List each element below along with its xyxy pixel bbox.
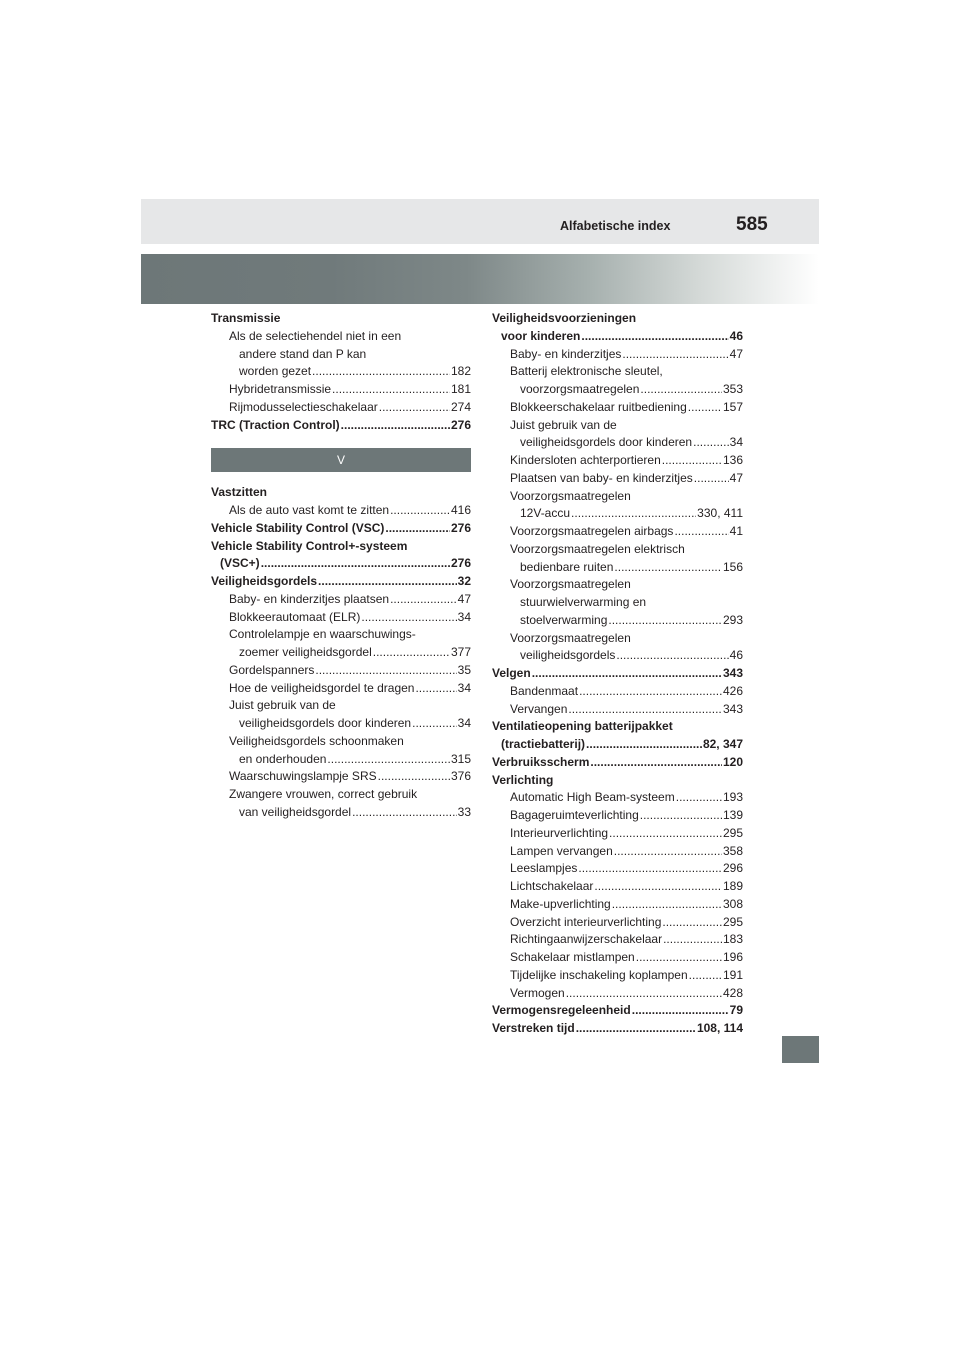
index-entry <box>492 399 743 417</box>
index-entry <box>492 346 743 364</box>
page-number: 585 <box>736 214 768 235</box>
index-entry-page: 196 <box>722 950 743 964</box>
index-entry-text: Verstreken tijd <box>492 1021 575 1035</box>
dot-leader <box>640 807 722 825</box>
index-entry <box>211 609 471 627</box>
index-entry: Vehicle Stability Control+-systeem <box>211 538 408 553</box>
index-entry-page: 79 <box>729 1003 743 1018</box>
index-entry-text: Vehicle Stability Control (VSC) <box>211 520 385 535</box>
dot-leader <box>566 985 722 1003</box>
index-entry: stuurwielverwarming en <box>520 595 647 609</box>
index-entry-text: Lampen vervangen <box>510 843 613 858</box>
index-entry: Ventilatieopening batterijpakket <box>492 719 673 734</box>
index-entry <box>492 1020 743 1038</box>
dot-leader <box>532 665 722 683</box>
dot-leader <box>579 683 722 701</box>
dot-leader <box>576 1020 696 1038</box>
dot-leader <box>614 843 722 861</box>
index-entry-text: Als de auto vast komt te zitten <box>229 503 390 517</box>
index-entry-text: Velgen <box>492 666 531 680</box>
index-entry <box>492 328 743 346</box>
index-entry-page: 189 <box>722 879 743 893</box>
index-entry-text: (tractiebatterij) <box>501 737 586 751</box>
index-entry-page: 34 <box>729 435 743 450</box>
dot-leader <box>327 751 450 769</box>
index-entry <box>211 751 471 769</box>
dot-leader <box>662 914 722 932</box>
index-entry-text: bedienbare ruiten <box>520 559 614 574</box>
index-entry-text: Rijmodusselectieschakelaar <box>229 399 378 414</box>
index-entry <box>492 647 743 665</box>
index-entry <box>492 434 743 452</box>
index-entry: Juist gebruik van de <box>229 698 336 713</box>
decorative-gradient-band <box>141 254 819 304</box>
index-entry <box>492 665 743 683</box>
index-entry-page: 34 <box>457 680 471 695</box>
index-entry-text: Baby- en kinderzitjes plaatsen <box>229 591 390 606</box>
index-entry-page: 343 <box>722 701 743 716</box>
index-entry <box>492 896 743 914</box>
dot-leader <box>586 736 702 754</box>
index-entry-page: 428 <box>722 985 743 1000</box>
dot-leader <box>614 559 722 577</box>
index-entry-text: Automatic High Beam-systeem <box>510 790 675 805</box>
index-entry <box>492 914 743 932</box>
index-entry-text: Hybridetransmissie <box>229 382 332 396</box>
index-entry-page: 276 <box>450 556 471 571</box>
dot-leader <box>636 949 722 967</box>
index-entry-text: (VSC+) <box>220 556 260 571</box>
index-entry-page: 32 <box>457 574 471 588</box>
index-entry <box>492 559 743 577</box>
index-entry-text: Voorzorgsmaatregelen airbags <box>510 524 674 538</box>
dot-leader <box>341 417 450 435</box>
index-entry-text: stoelverwarming <box>520 612 608 627</box>
index-entry-page: 274 <box>450 399 471 414</box>
dot-leader <box>378 768 450 786</box>
index-entry <box>492 860 743 878</box>
dot-leader <box>581 328 728 346</box>
index-entry-text: Bagageruimteverlichting <box>510 808 639 822</box>
index-entry-page: 46 <box>729 328 743 343</box>
index-entry-text: Verbruiksscherm <box>492 754 590 769</box>
index-entry-page: 343 <box>722 666 743 680</box>
dot-leader <box>676 789 722 807</box>
index-entry <box>492 843 743 861</box>
index-entry-page: 47 <box>457 591 471 606</box>
index-block-t <box>211 310 471 434</box>
index-entry <box>211 502 471 520</box>
index-entry-page: 353 <box>722 382 743 396</box>
index-entry-page: 426 <box>722 683 743 698</box>
index-entry-text: Blokkeerschakelaar ruitbediening <box>510 399 687 414</box>
index-entry <box>211 417 471 435</box>
index-entry <box>211 644 471 662</box>
index-entry: Vastzitten <box>211 485 268 500</box>
dot-leader <box>373 644 450 662</box>
index-entry: Als de selectiehendel niet in een <box>229 328 402 343</box>
dot-leader <box>568 701 722 719</box>
dot-leader <box>616 647 728 665</box>
dot-leader <box>312 363 450 381</box>
index-entry-page: 276 <box>450 417 471 432</box>
index-entry-page: 33 <box>457 804 471 819</box>
dot-leader <box>612 896 722 914</box>
index-entry-text: voorzorgsmaatregelen <box>520 382 640 396</box>
index-entry-page: 330, 411 <box>697 506 743 521</box>
index-entry-page: 108, 114 <box>696 1021 743 1035</box>
index-entry: Veiligheidsvoorzieningen <box>492 311 637 325</box>
index-entry: Voorzorgsmaatregelen elektrisch <box>510 541 685 556</box>
index-entry-text: van veiligheidsgordel <box>239 804 352 819</box>
index-block-right <box>492 310 743 1038</box>
index-entry <box>492 949 743 967</box>
dot-leader <box>571 505 696 523</box>
dot-leader <box>361 609 456 627</box>
index-entry-page: 35 <box>457 662 471 677</box>
index-block-v <box>211 484 471 821</box>
dot-leader <box>640 381 722 399</box>
index-entry: Voorzorgsmaatregelen <box>510 630 631 645</box>
index-entry-page: 358 <box>722 843 743 858</box>
dot-leader <box>315 662 456 680</box>
index-entry-page: 181 <box>450 382 471 396</box>
index-entry-page: 136 <box>722 453 743 467</box>
index-entry-text: Hoe de veiligheidsgordel te dragen <box>229 680 415 695</box>
index-column-left <box>211 310 471 822</box>
index-entry <box>492 683 743 701</box>
index-entry <box>492 985 743 1003</box>
index-entry: andere stand dan P kan <box>239 346 367 361</box>
index-entry <box>211 399 471 417</box>
index-entry-page: 183 <box>722 932 743 947</box>
index-column-right <box>492 310 743 1038</box>
index-entry <box>492 1002 743 1020</box>
index-entry-text: Bandenmaat <box>510 683 579 698</box>
index-entry-text: en onderhouden <box>239 751 327 766</box>
index-entry-text: Kindersloten achterportieren <box>510 453 661 467</box>
thumb-index-tab <box>782 1036 819 1063</box>
index-entry-page: 156 <box>722 559 743 574</box>
index-entry <box>211 573 471 591</box>
dot-leader <box>662 452 722 470</box>
dot-leader <box>689 967 722 985</box>
index-entry <box>211 662 471 680</box>
index-entry <box>492 701 743 719</box>
dot-leader <box>390 502 450 520</box>
index-entry <box>211 715 471 733</box>
index-entry-page: 293 <box>722 612 743 627</box>
index-entry-text: Gordelspanners <box>229 662 315 677</box>
dot-leader <box>688 399 722 417</box>
index-entry-page: 41 <box>729 524 743 538</box>
index-entry-text: Lichtschakelaar <box>510 879 594 893</box>
index-entry: Voorzorgsmaatregelen <box>510 488 631 503</box>
index-entry-page: 416 <box>450 503 471 517</box>
index-entry-text: Tijdelijke inschakeling koplampen <box>510 967 688 982</box>
index-entry-text: veiligheidsgordels <box>520 648 616 663</box>
dot-leader <box>379 399 450 417</box>
dot-leader <box>412 715 457 733</box>
dot-leader <box>390 591 457 609</box>
index-entry <box>492 612 743 630</box>
index-entry: Voorzorgsmaatregelen <box>510 577 631 592</box>
index-entry-text: Blokkeerautomaat (ELR) <box>229 609 361 624</box>
index-entry-page: 34 <box>457 609 471 624</box>
index-entry <box>492 523 743 541</box>
index-entry <box>492 789 743 807</box>
index-entry-text: worden gezet <box>239 364 312 379</box>
index-entry-page: 191 <box>722 967 743 982</box>
index-entry-text: Waarschuwingslampje SRS <box>229 769 377 784</box>
index-entry: Veiligheidsgordels schoonmaken <box>229 733 404 748</box>
index-entry-text: Vermogensregeleenheid <box>492 1003 631 1018</box>
index-entry-text: Make-upverlichting <box>510 896 611 911</box>
index-entry <box>211 768 471 786</box>
index-entry <box>211 555 471 573</box>
index-entry-page: 34 <box>457 716 471 730</box>
index-entry-text: Plaatsen van baby- en kinderzitjes <box>510 470 693 485</box>
index-entry-page: 157 <box>722 399 743 414</box>
index-entry-text: veiligheidsgordels door kinderen <box>520 435 693 450</box>
index-entry-page: 46 <box>729 648 743 663</box>
index-entry-page: 139 <box>722 808 743 822</box>
index-entry: Batterij elektronische sleutel, <box>510 364 663 379</box>
dot-leader <box>578 860 722 878</box>
index-entry-text: veiligheidsgordels door kinderen <box>239 716 412 730</box>
dot-leader <box>674 523 728 541</box>
index-entry <box>211 680 471 698</box>
index-entry-text: voor kinderen <box>501 328 581 343</box>
index-entry-page: 295 <box>722 825 743 840</box>
index-entry: Transmissie <box>211 311 281 325</box>
dot-leader <box>332 381 450 399</box>
dot-leader <box>385 520 450 538</box>
index-entry-page: 120 <box>722 754 743 769</box>
index-entry <box>492 452 743 470</box>
index-entry <box>492 967 743 985</box>
index-entry-text: Richtingaanwijzerschakelaar <box>510 932 663 947</box>
index-entry <box>492 754 743 772</box>
index-entry-text: Vervangen <box>510 701 568 716</box>
dot-leader <box>415 680 456 698</box>
index-entry <box>211 804 471 822</box>
index-entry <box>492 470 743 488</box>
dot-leader <box>694 470 729 488</box>
index-entry: Juist gebruik van de <box>510 417 617 432</box>
dot-leader <box>622 346 728 364</box>
dot-leader <box>318 573 457 591</box>
index-entry <box>492 381 743 399</box>
index-entry-page: 295 <box>722 914 743 929</box>
index-entry-page: 193 <box>722 790 743 805</box>
index-entry <box>492 878 743 896</box>
index-entry-page: 182 <box>450 364 471 379</box>
index-entry-text: Schakelaar mistlampen <box>510 950 635 964</box>
index-entry-page: 315 <box>450 751 471 766</box>
dot-leader <box>594 878 722 896</box>
index-entry: Zwangere vrouwen, correct gebruik <box>229 787 418 801</box>
index-entry <box>211 381 471 399</box>
index-entry-text: Veiligheidsgordels <box>211 574 318 588</box>
index-entry: Controlelampje en waarschuwings- <box>229 627 416 642</box>
index-entry-page: 82, 347 <box>702 737 743 751</box>
index-entry <box>211 591 471 609</box>
letter-divider-v: V <box>211 448 471 472</box>
index-entry-text: Interieurverlichting <box>510 825 609 840</box>
index-entry <box>492 807 743 825</box>
index-entry-text: TRC (Traction Control) <box>211 417 340 432</box>
index-entry-page: 47 <box>729 346 743 361</box>
dot-leader <box>608 612 722 630</box>
index-entry-page: 377 <box>450 645 471 659</box>
index-entry <box>211 363 471 381</box>
index-entry <box>492 931 743 949</box>
dot-leader <box>693 434 729 452</box>
index-entry-text: Overzicht interieurverlichting <box>510 914 662 929</box>
index-entry <box>492 736 743 754</box>
index-entry <box>211 520 471 538</box>
index-entry-page: 376 <box>450 769 471 784</box>
index-entry: Verlichting <box>492 772 554 787</box>
header-bar <box>141 199 819 244</box>
index-entry-text: zoemer veiligheidsgordel <box>239 645 372 659</box>
index-entry-page: 276 <box>450 520 471 535</box>
index-entry-text: Baby- en kinderzitjes <box>510 346 622 361</box>
index-entry-page: 308 <box>722 896 743 911</box>
index-entry <box>492 505 743 523</box>
index-entry-page: 296 <box>722 861 743 876</box>
index-entry-page: 47 <box>729 470 743 485</box>
index-entry-text: Leeslampjes <box>510 861 578 876</box>
dot-leader <box>590 754 722 772</box>
dot-leader <box>609 825 722 843</box>
dot-leader <box>352 804 457 822</box>
index-entry-text: 12V-accu <box>520 506 571 521</box>
dot-leader <box>632 1002 729 1020</box>
section-title: Alfabetische index <box>560 219 671 233</box>
index-entry <box>492 825 743 843</box>
dot-leader <box>663 931 722 949</box>
dot-leader <box>261 555 450 573</box>
index-entry-text: Vermogen <box>510 985 565 1000</box>
